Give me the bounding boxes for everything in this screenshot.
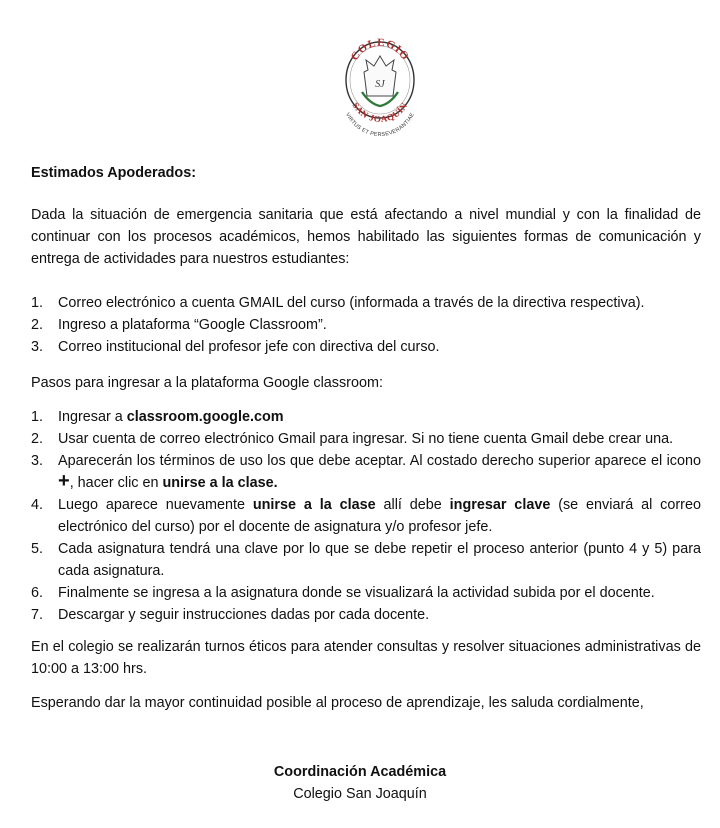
- list-item: 2. Usar cuenta de correo electrónico Gmail para ingresar. Si no tiene cuenta Gmail debe crear una.: [31, 431, 674, 447]
- list-item: 6. Finalmente se ingresa a la asignatura donde se visualizará la actividad subida por el docente.: [31, 585, 655, 601]
- steps-title: Pasos para ingresar a la plataforma Google classroom:: [31, 375, 383, 391]
- office-hours-paragraph: En el colegio se realizarán turnos éticos para atender consultas y resolver situaciones administrativas de 10:00 a 13:00 hrs.: [31, 639, 701, 677]
- logo-top-text: COLEGIO: [348, 36, 412, 63]
- plus-icon: +: [58, 470, 70, 492]
- list-item: 2. Ingreso a plataforma “Google Classroom”.: [31, 317, 327, 333]
- steps-list: [31, 406, 701, 626]
- logo-bottom-text: SAN JOAQUÍN: [350, 100, 410, 125]
- classroom-url: classroom.google.com: [126, 409, 284, 425]
- list-item: 1. Ingresar a classroom.google.com: [31, 409, 284, 425]
- list-item: 7. Descargar y seguir instrucciones dadas por cada docente.: [31, 607, 430, 623]
- signature-org: Colegio San Joaquín: [293, 786, 427, 802]
- list-item: 3. Aparecerán los términos de uso los que debe aceptar. Al costado derecho superior aparece el icono +, hacer clic en unirse a la clase.: [31, 453, 701, 492]
- logo-motto: VIRTUS ET PERSEVERANTIAE: [344, 111, 416, 139]
- list-item: 4. Luego aparece nuevamente unirse a la clase allí debe ingresar clave (se enviará al correo electrónico del curso) por el docente de asignatura y/o profesor jefe.: [31, 497, 701, 535]
- logo-monogram: SJ: [375, 79, 385, 90]
- school-crest-logo: [334, 26, 426, 140]
- signature-title: Coordinación Académica: [273, 764, 447, 780]
- list-item: 1. Correo electrónico a cuenta GMAIL del curso (informada a través de la directiva respectiva).: [31, 295, 645, 311]
- closing-paragraph: Esperando dar la mayor continuidad posible al proceso de aprendizaje, les saluda cordialmente,: [31, 695, 644, 711]
- list-item: 5. Cada asignatura tendrá una clave por lo que se debe repetir el proceso anterior (punto 4 y 5) para cada asignatura.: [31, 541, 701, 579]
- list-item: 3. Correo institucional del profesor jefe con directiva del curso.: [31, 339, 440, 355]
- intro-paragraph: Dada la situación de emergencia sanitaria que está afectando a nivel mundial y con la finalidad de continuar con los procesos académicos, hemos habilitado las siguientes formas de comunicación y entrega de actividades para nuestros estudiantes:: [31, 207, 701, 267]
- channels-list: [31, 292, 701, 358]
- greeting: Estimados Apoderados:: [31, 165, 196, 181]
